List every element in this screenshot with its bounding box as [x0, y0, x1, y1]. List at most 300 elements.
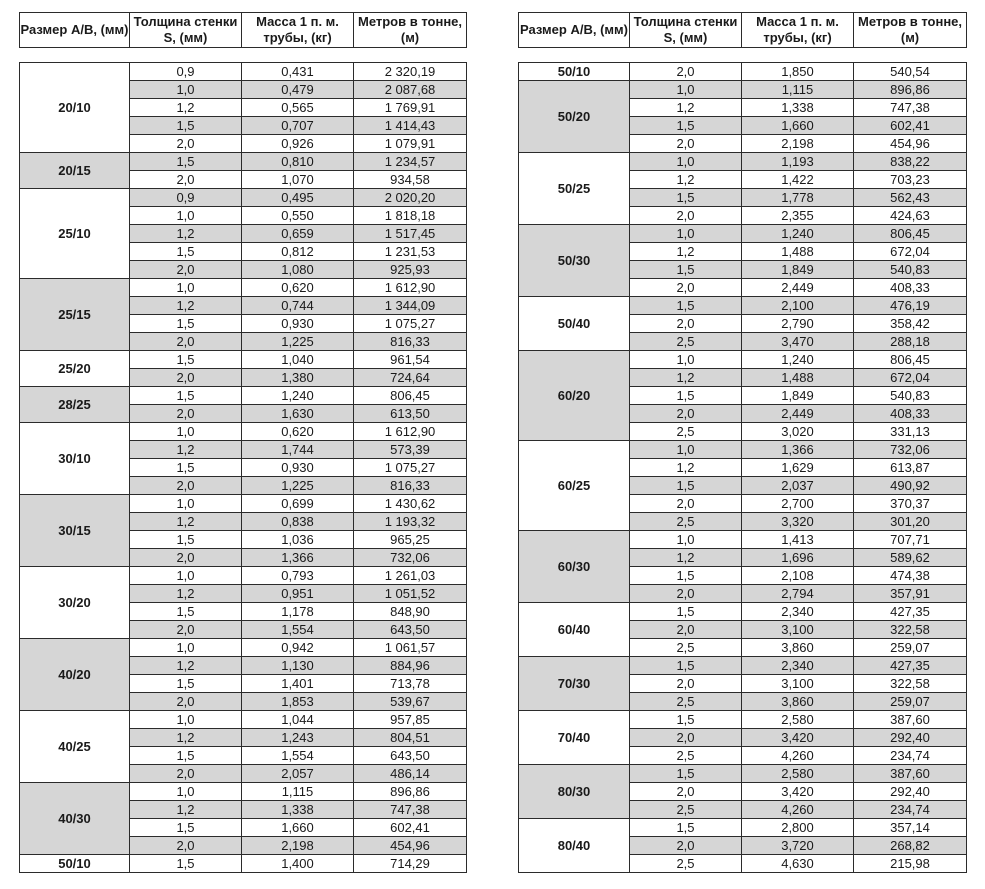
mass-cell: 2,198 [742, 135, 854, 153]
meters-cell: 288,18 [854, 333, 967, 351]
meters-cell: 427,35 [854, 657, 967, 675]
thickness-cell: 1,5 [130, 315, 242, 333]
size-cell: 50/10 [20, 855, 130, 873]
mass-cell: 1,850 [742, 63, 854, 81]
thickness-cell: 2,0 [130, 135, 242, 153]
header-spacer [20, 48, 467, 63]
size-cell: 25/15 [20, 279, 130, 351]
mass-cell: 3,860 [742, 639, 854, 657]
meters-cell: 713,78 [354, 675, 467, 693]
thickness-cell: 1,0 [630, 81, 742, 99]
mass-cell: 2,340 [742, 603, 854, 621]
meters-cell: 2 320,19 [354, 63, 467, 81]
mass-cell: 2,800 [742, 819, 854, 837]
thickness-cell: 1,2 [130, 225, 242, 243]
meters-cell: 1 344,09 [354, 297, 467, 315]
mass-cell: 1,400 [242, 855, 354, 873]
meters-cell: 1 818,18 [354, 207, 467, 225]
thickness-cell: 2,0 [130, 477, 242, 495]
meters-cell: 540,54 [854, 63, 967, 81]
table-row [519, 657, 967, 675]
table-row [20, 63, 467, 81]
mass-cell: 1,554 [242, 747, 354, 765]
meters-cell: 474,38 [854, 567, 967, 585]
mass-cell: 1,630 [242, 405, 354, 423]
size-cell: 50/40 [519, 297, 630, 351]
table-row [20, 711, 467, 729]
table-row [20, 639, 467, 657]
header-spacer [519, 48, 967, 63]
mass-cell: 1,660 [242, 819, 354, 837]
thickness-cell: 1,0 [130, 423, 242, 441]
mass-cell: 1,130 [242, 657, 354, 675]
meters-cell: 259,07 [854, 693, 967, 711]
mass-cell: 0,838 [242, 513, 354, 531]
thickness-cell: 2,0 [130, 369, 242, 387]
col-header-mass: Масса 1 п. м. трубы, (кг) [742, 13, 854, 48]
col-header-thickness: Толщина стенки S, (мм) [630, 13, 742, 48]
meters-cell: 357,91 [854, 585, 967, 603]
thickness-cell: 1,5 [130, 387, 242, 405]
meters-cell: 540,83 [854, 387, 967, 405]
thickness-cell: 2,0 [630, 405, 742, 423]
meters-cell: 357,14 [854, 819, 967, 837]
meters-cell: 476,19 [854, 297, 967, 315]
meters-cell: 1 193,32 [354, 513, 467, 531]
meters-cell: 1 517,45 [354, 225, 467, 243]
thickness-cell: 1,5 [630, 387, 742, 405]
mass-cell: 2,057 [242, 765, 354, 783]
thickness-cell: 1,5 [130, 747, 242, 765]
meters-cell: 643,50 [354, 621, 467, 639]
thickness-cell: 1,5 [630, 567, 742, 585]
meters-cell: 1 061,57 [354, 639, 467, 657]
thickness-cell: 1,5 [130, 855, 242, 873]
meters-cell: 1 261,03 [354, 567, 467, 585]
mass-cell: 1,240 [742, 225, 854, 243]
meters-cell: 965,25 [354, 531, 467, 549]
thickness-cell: 1,5 [630, 297, 742, 315]
spacer-cell [519, 48, 967, 63]
meters-cell: 1 079,91 [354, 135, 467, 153]
thickness-cell: 2,0 [130, 405, 242, 423]
table-row [519, 603, 967, 621]
meters-cell: 589,62 [854, 549, 967, 567]
meters-cell: 732,06 [354, 549, 467, 567]
thickness-cell: 1,5 [130, 459, 242, 477]
meters-cell: 848,90 [354, 603, 467, 621]
mass-cell: 0,707 [242, 117, 354, 135]
mass-cell: 2,794 [742, 585, 854, 603]
meters-cell: 613,87 [854, 459, 967, 477]
mass-cell: 0,479 [242, 81, 354, 99]
meters-cell: 454,96 [354, 837, 467, 855]
mass-cell: 4,260 [742, 747, 854, 765]
mass-cell: 3,100 [742, 621, 854, 639]
mass-cell: 1,338 [242, 801, 354, 819]
mass-cell: 1,401 [242, 675, 354, 693]
thickness-cell: 1,5 [130, 603, 242, 621]
table-row [20, 855, 467, 873]
thickness-cell: 2,0 [630, 621, 742, 639]
thickness-cell: 1,2 [130, 585, 242, 603]
thickness-cell: 1,5 [130, 117, 242, 135]
thickness-cell: 1,0 [130, 207, 242, 225]
thickness-cell: 2,0 [130, 621, 242, 639]
mass-cell: 0,926 [242, 135, 354, 153]
size-cell: 20/10 [20, 63, 130, 153]
meters-cell: 714,29 [354, 855, 467, 873]
meters-cell: 806,45 [854, 351, 967, 369]
size-cell: 20/15 [20, 153, 130, 189]
meters-cell: 234,74 [854, 747, 967, 765]
mass-cell: 1,629 [742, 459, 854, 477]
thickness-cell: 2,5 [630, 513, 742, 531]
mass-cell: 2,790 [742, 315, 854, 333]
mass-cell: 0,744 [242, 297, 354, 315]
table-row [519, 711, 967, 729]
table-row [519, 225, 967, 243]
size-cell: 40/25 [20, 711, 130, 783]
mass-cell: 1,413 [742, 531, 854, 549]
meters-cell: 1 075,27 [354, 315, 467, 333]
thickness-cell: 1,5 [630, 603, 742, 621]
size-cell: 50/25 [519, 153, 630, 225]
table-row [519, 351, 967, 369]
thickness-cell: 1,0 [130, 495, 242, 513]
meters-cell: 703,23 [854, 171, 967, 189]
mass-cell: 1,044 [242, 711, 354, 729]
mass-cell: 0,812 [242, 243, 354, 261]
pipe-table-left [19, 12, 467, 873]
mass-cell: 1,240 [242, 387, 354, 405]
mass-cell: 1,225 [242, 477, 354, 495]
mass-cell: 2,449 [742, 279, 854, 297]
meters-cell: 707,71 [854, 531, 967, 549]
meters-cell: 1 430,62 [354, 495, 467, 513]
thickness-cell: 1,5 [630, 117, 742, 135]
mass-cell: 2,449 [742, 405, 854, 423]
meters-cell: 292,40 [854, 729, 967, 747]
meters-cell: 1 051,52 [354, 585, 467, 603]
meters-cell: 602,41 [354, 819, 467, 837]
mass-cell: 2,037 [742, 477, 854, 495]
thickness-cell: 1,2 [130, 657, 242, 675]
thickness-cell: 1,2 [630, 243, 742, 261]
size-cell: 80/30 [519, 765, 630, 819]
table-row [20, 567, 467, 585]
mass-cell: 1,115 [242, 783, 354, 801]
size-cell: 50/10 [519, 63, 630, 81]
meters-cell: 424,63 [854, 207, 967, 225]
mass-cell: 0,659 [242, 225, 354, 243]
table-row [519, 819, 967, 837]
mass-cell: 3,420 [742, 729, 854, 747]
mass-cell: 0,431 [242, 63, 354, 81]
mass-cell: 3,860 [742, 693, 854, 711]
meters-cell: 486,14 [354, 765, 467, 783]
meters-cell: 1 612,90 [354, 279, 467, 297]
thickness-cell: 2,5 [630, 801, 742, 819]
table-body-left [20, 48, 467, 873]
mass-cell: 3,100 [742, 675, 854, 693]
size-cell: 80/40 [519, 819, 630, 873]
mass-cell: 0,565 [242, 99, 354, 117]
thickness-cell: 2,5 [630, 855, 742, 873]
thickness-cell: 1,5 [130, 819, 242, 837]
mass-cell: 2,100 [742, 297, 854, 315]
size-cell: 28/25 [20, 387, 130, 423]
meters-cell: 427,35 [854, 603, 967, 621]
mass-cell: 1,178 [242, 603, 354, 621]
col-header-thickness: Толщина стенки S, (мм) [130, 13, 242, 48]
thickness-cell: 1,2 [630, 459, 742, 477]
size-cell: 30/10 [20, 423, 130, 495]
mass-cell: 3,420 [742, 783, 854, 801]
spacer-cell [20, 48, 467, 63]
meters-cell: 2 087,68 [354, 81, 467, 99]
thickness-cell: 2,0 [130, 261, 242, 279]
col-header-mass: Масса 1 п. м. трубы, (кг) [242, 13, 354, 48]
meters-cell: 301,20 [854, 513, 967, 531]
table-row [519, 531, 967, 549]
thickness-cell: 2,5 [630, 333, 742, 351]
table-row [20, 351, 467, 369]
thickness-cell: 1,5 [130, 153, 242, 171]
mass-cell: 1,338 [742, 99, 854, 117]
table-body-right [519, 48, 967, 873]
thickness-cell: 1,0 [630, 225, 742, 243]
meters-cell: 747,38 [854, 99, 967, 117]
thickness-cell: 1,5 [630, 819, 742, 837]
mass-cell: 1,853 [242, 693, 354, 711]
mass-cell: 4,260 [742, 801, 854, 819]
thickness-cell: 1,2 [630, 549, 742, 567]
thickness-cell: 1,0 [130, 639, 242, 657]
mass-cell: 1,366 [242, 549, 354, 567]
thickness-cell: 1,0 [630, 153, 742, 171]
mass-cell: 3,320 [742, 513, 854, 531]
mass-cell: 3,470 [742, 333, 854, 351]
table-row [20, 279, 467, 297]
mass-cell: 2,580 [742, 711, 854, 729]
meters-cell: 816,33 [354, 333, 467, 351]
size-cell: 40/30 [20, 783, 130, 855]
thickness-cell: 1,2 [630, 99, 742, 117]
mass-cell: 1,422 [742, 171, 854, 189]
table-row [519, 297, 967, 315]
meters-cell: 387,60 [854, 765, 967, 783]
size-cell: 60/30 [519, 531, 630, 603]
meters-cell: 1 234,57 [354, 153, 467, 171]
thickness-cell: 2,0 [630, 495, 742, 513]
meters-cell: 540,83 [854, 261, 967, 279]
size-cell: 60/25 [519, 441, 630, 531]
meters-cell: 925,93 [354, 261, 467, 279]
meters-cell: 1 414,43 [354, 117, 467, 135]
col-header-meters: Метров в тонне, (м) [854, 13, 967, 48]
meters-cell: 408,33 [854, 405, 967, 423]
thickness-cell: 2,0 [630, 837, 742, 855]
thickness-cell: 2,0 [630, 135, 742, 153]
mass-cell: 0,620 [242, 279, 354, 297]
mass-cell: 2,700 [742, 495, 854, 513]
thickness-cell: 2,0 [630, 783, 742, 801]
thickness-cell: 2,0 [630, 63, 742, 81]
meters-cell: 806,45 [354, 387, 467, 405]
thickness-cell: 1,5 [130, 351, 242, 369]
meters-cell: 408,33 [854, 279, 967, 297]
thickness-cell: 2,0 [630, 207, 742, 225]
size-cell: 30/20 [20, 567, 130, 639]
mass-cell: 1,660 [742, 117, 854, 135]
meters-cell: 2 020,20 [354, 189, 467, 207]
meters-cell: 602,41 [854, 117, 967, 135]
mass-cell: 1,240 [742, 351, 854, 369]
thickness-cell: 1,0 [630, 531, 742, 549]
thickness-cell: 1,0 [130, 279, 242, 297]
mass-cell: 0,810 [242, 153, 354, 171]
mass-cell: 1,488 [742, 243, 854, 261]
meters-cell: 573,39 [354, 441, 467, 459]
size-cell: 60/40 [519, 603, 630, 657]
mass-cell: 1,070 [242, 171, 354, 189]
table-row [519, 63, 967, 81]
table-row [519, 765, 967, 783]
thickness-cell: 2,0 [130, 333, 242, 351]
mass-cell: 1,696 [742, 549, 854, 567]
thickness-cell: 1,5 [630, 261, 742, 279]
thickness-cell: 1,0 [130, 783, 242, 801]
meters-cell: 331,13 [854, 423, 967, 441]
thickness-cell: 1,5 [630, 765, 742, 783]
mass-cell: 3,020 [742, 423, 854, 441]
size-cell: 50/30 [519, 225, 630, 297]
mass-cell: 0,930 [242, 459, 354, 477]
size-cell: 60/20 [519, 351, 630, 441]
meters-cell: 838,22 [854, 153, 967, 171]
thickness-cell: 2,5 [630, 639, 742, 657]
meters-cell: 643,50 [354, 747, 467, 765]
thickness-cell: 2,0 [130, 837, 242, 855]
mass-cell: 0,620 [242, 423, 354, 441]
mass-cell: 1,554 [242, 621, 354, 639]
thickness-cell: 1,2 [130, 441, 242, 459]
thickness-cell: 1,2 [130, 513, 242, 531]
size-cell: 50/20 [519, 81, 630, 153]
mass-cell: 3,720 [742, 837, 854, 855]
thickness-cell: 2,0 [630, 729, 742, 747]
thickness-cell: 1,0 [130, 567, 242, 585]
thickness-cell: 2,5 [630, 423, 742, 441]
meters-cell: 896,86 [854, 81, 967, 99]
mass-cell: 1,115 [742, 81, 854, 99]
mass-cell: 2,198 [242, 837, 354, 855]
thickness-cell: 0,9 [130, 63, 242, 81]
thickness-cell: 1,2 [130, 801, 242, 819]
thickness-cell: 2,0 [630, 315, 742, 333]
meters-cell: 934,58 [354, 171, 467, 189]
mass-cell: 2,340 [742, 657, 854, 675]
meters-cell: 259,07 [854, 639, 967, 657]
mass-cell: 1,488 [742, 369, 854, 387]
meters-cell: 358,42 [854, 315, 967, 333]
mass-cell: 4,630 [742, 855, 854, 873]
thickness-cell: 1,2 [130, 297, 242, 315]
pipe-table-right [518, 12, 967, 873]
thickness-cell: 1,5 [130, 243, 242, 261]
meters-cell: 387,60 [854, 711, 967, 729]
table-row [20, 783, 467, 801]
size-cell: 25/20 [20, 351, 130, 387]
meters-cell: 672,04 [854, 369, 967, 387]
meters-cell: 672,04 [854, 243, 967, 261]
thickness-cell: 1,5 [630, 711, 742, 729]
mass-cell: 0,930 [242, 315, 354, 333]
mass-cell: 1,036 [242, 531, 354, 549]
size-cell: 70/40 [519, 711, 630, 765]
mass-cell: 1,040 [242, 351, 354, 369]
meters-cell: 562,43 [854, 189, 967, 207]
thickness-cell: 2,0 [630, 279, 742, 297]
thickness-cell: 2,5 [630, 693, 742, 711]
thickness-cell: 2,0 [130, 549, 242, 567]
meters-cell: 234,74 [854, 801, 967, 819]
mass-cell: 2,580 [742, 765, 854, 783]
meters-cell: 454,96 [854, 135, 967, 153]
meters-cell: 490,92 [854, 477, 967, 495]
mass-cell: 2,355 [742, 207, 854, 225]
meters-cell: 1 231,53 [354, 243, 467, 261]
meters-cell: 322,58 [854, 675, 967, 693]
meters-cell: 613,50 [354, 405, 467, 423]
mass-cell: 0,495 [242, 189, 354, 207]
thickness-cell: 2,5 [630, 747, 742, 765]
meters-cell: 884,96 [354, 657, 467, 675]
thickness-cell: 2,0 [130, 765, 242, 783]
mass-cell: 0,793 [242, 567, 354, 585]
size-cell: 30/15 [20, 495, 130, 567]
col-header-size: Размер А/В, (мм) [519, 13, 630, 48]
mass-cell: 0,951 [242, 585, 354, 603]
thickness-cell: 2,0 [630, 675, 742, 693]
thickness-cell: 1,0 [130, 81, 242, 99]
size-cell: 25/10 [20, 189, 130, 279]
mass-cell: 1,225 [242, 333, 354, 351]
meters-cell: 370,37 [854, 495, 967, 513]
thickness-cell: 2,0 [130, 693, 242, 711]
meters-cell: 268,82 [854, 837, 967, 855]
mass-cell: 0,699 [242, 495, 354, 513]
table-row [20, 153, 467, 171]
meters-cell: 804,51 [354, 729, 467, 747]
meters-cell: 724,64 [354, 369, 467, 387]
meters-cell: 732,06 [854, 441, 967, 459]
thickness-cell: 2,0 [630, 585, 742, 603]
meters-cell: 1 075,27 [354, 459, 467, 477]
table-row [20, 495, 467, 513]
meters-cell: 896,86 [354, 783, 467, 801]
mass-cell: 1,380 [242, 369, 354, 387]
meters-cell: 1 769,91 [354, 99, 467, 117]
mass-cell: 0,942 [242, 639, 354, 657]
thickness-cell: 1,5 [130, 531, 242, 549]
table-row [519, 153, 967, 171]
meters-cell: 957,85 [354, 711, 467, 729]
thickness-cell: 1,5 [630, 189, 742, 207]
table-row [20, 387, 467, 405]
size-cell: 70/30 [519, 657, 630, 711]
